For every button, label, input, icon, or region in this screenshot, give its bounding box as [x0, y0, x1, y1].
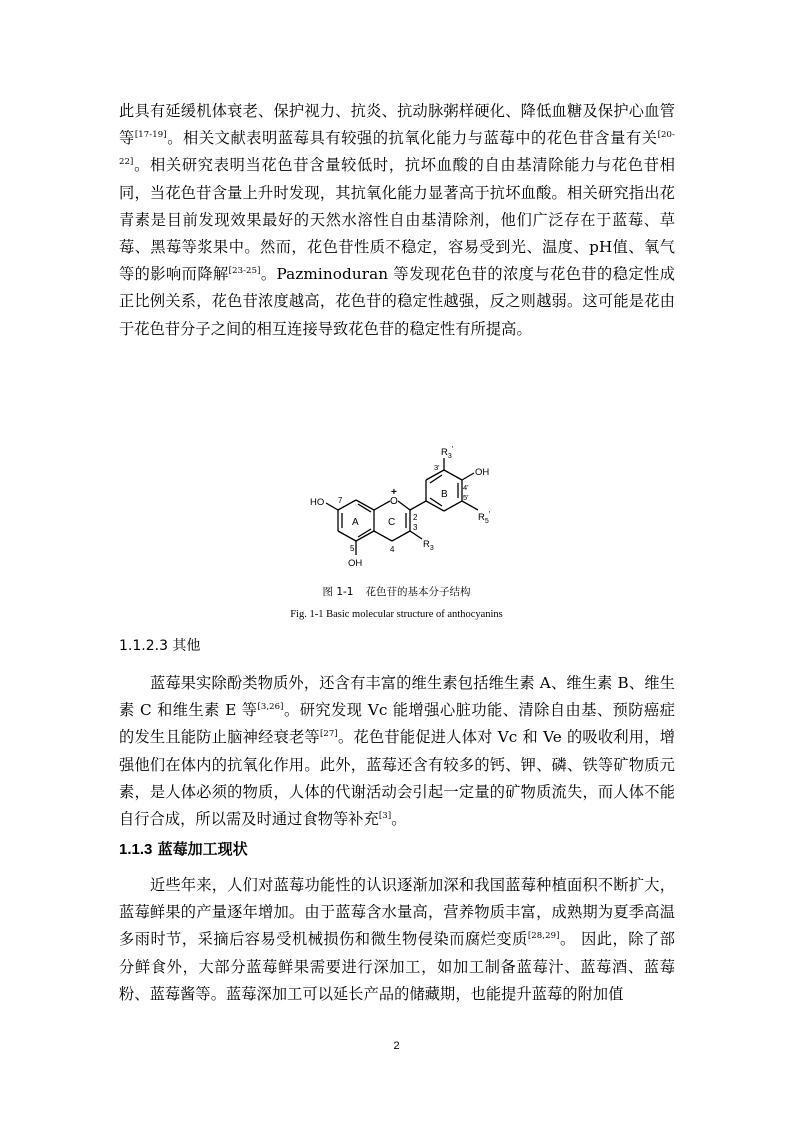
paragraph-anthocyanin-benefits	[119, 98, 675, 343]
citation: [27]	[320, 729, 338, 740]
citation: [3]	[378, 811, 392, 822]
hydroxyl-label: OH	[348, 558, 363, 569]
text-run: 。花色苷能促进人体对 Vc 和 Ve 的吸收利用，增强他们在体内的抗氧化作用。此外，蓝莓还含有较多的钙、钾、磷、铁等矿物质元素，是人体必须的物质，人体的代谢活动会引起一定量的矿物质流失，而人体不能自行合成，所以需及时通过食物等补充	[119, 728, 675, 829]
text-run: 。相关研究表明当花色苷含量较低时，抗坏血酸的自由基清除能力与花色苷相同，当花色苷含量上升时发现，其抗氧化能力显著高于抗坏血酸。相关研究指出花青素是目前发现效果最好的天然水溶性自由基清除剂，他们广泛存在于蓝莓、草莓、黑莓等浆果中。然而，花色苷性质不稳定，容易受到光、温度、pH值、氧气等的影响而降解	[119, 156, 675, 284]
text-run: 。	[391, 810, 407, 829]
bond-lines	[326, 458, 478, 555]
position-label: 3	[413, 523, 418, 532]
oxygen-label: O	[390, 496, 398, 507]
molecular-structure-diagram	[300, 440, 510, 575]
section-heading-other: 1.1.2.3 其他	[119, 638, 201, 654]
position-label: 4'	[463, 483, 469, 492]
ring-label: C	[388, 517, 396, 528]
section-title: 蓝莓加工现状	[157, 840, 248, 858]
substituent-label: $R_3'$	[441, 445, 454, 460]
citation: [28,29]	[527, 931, 560, 942]
anthocyanin-structure-figure	[300, 440, 510, 575]
position-label: 7	[338, 496, 343, 505]
position-label: 5'	[463, 493, 469, 502]
substituent-label: $R_5'$	[478, 510, 491, 525]
figure-caption-chinese	[0, 584, 793, 599]
position-label: 3'	[434, 463, 440, 472]
text-run: 此具有延缓机体衰老、保护视力、抗炎、抗动脉粥样硬化、降低血糖及保护心血管等	[119, 102, 675, 148]
citation: [20-22]	[119, 130, 675, 168]
text-run: 。相关文献表明蓝莓具有较强的抗氧化能力与蓝莓中的花色苷含量有关	[166, 129, 658, 148]
positive-charge-label: +	[391, 487, 397, 498]
text-run: 。Pazminoduran 等发现花色苷的浓度与花色苷的稳定性成正比例关系，花色苷浓度越高，花色苷的稳定性越强，反之则越弱。这可能是花由于花色苷分子之间的相互连接导致花色苷的稳定性有所提高。	[119, 265, 676, 338]
figure-number: 图 1-1	[322, 586, 354, 598]
text-run: 。 因此，除了部分鲜食外，大部分蓝莓鲜果需要进行深加工，如加工制备蓝莓汁、蓝莓酒、蓝莓粉、蓝莓酱等。蓝莓深加工可以延长产品的储藏期，也能提升蓝莓的附加值	[119, 930, 675, 1003]
section-heading-processing-status	[119, 838, 248, 859]
text-run: 。研究发现 Vc 能增强心脏功能、清除自由基、预防癌症的发生且能防止脑神经衰老等	[119, 701, 675, 747]
text-run: 蓝莓果实除酚类物质外，还含有丰富的维生素包括维生素 A、维生素 B、维生素 C 和维生素 E 等	[119, 674, 675, 720]
substituent-label: $R_3$	[423, 539, 434, 552]
section-number: 1.1.3	[119, 841, 153, 858]
hydroxyl-label: OH	[475, 467, 490, 478]
citation: [17-19]	[134, 130, 167, 141]
position-label: 4	[390, 545, 395, 554]
ring-label: A	[352, 517, 359, 528]
position-label: 5	[350, 544, 355, 553]
figure-title: 花色苷的基本分子结构	[365, 586, 471, 598]
paragraph-vitamins-minerals	[119, 670, 675, 833]
ring-label: B	[441, 489, 448, 500]
page-number: 2	[393, 1040, 400, 1052]
citation: [3,26]	[257, 702, 284, 713]
citation: [23-25]	[228, 266, 261, 277]
text-run: 近些年来，人们对蓝莓功能性的认识逐渐加深和我国蓝莓种植面积不断扩大，蓝莓鲜果的产量逐年增加。由于蓝莓含水量高，营养物质丰富，成熟期为夏季高温多雨时节，采摘后容易受机械损伤和微生物侵染而腐烂变质	[119, 876, 675, 949]
position-label: 2	[413, 513, 418, 522]
hydroxyl-label: HO	[310, 497, 325, 508]
paragraph-processing	[119, 872, 675, 1008]
figure-caption-english: Fig. 1-1 Basic molecular structure of anthocyanins	[290, 609, 503, 620]
atom-labels	[310, 445, 491, 569]
